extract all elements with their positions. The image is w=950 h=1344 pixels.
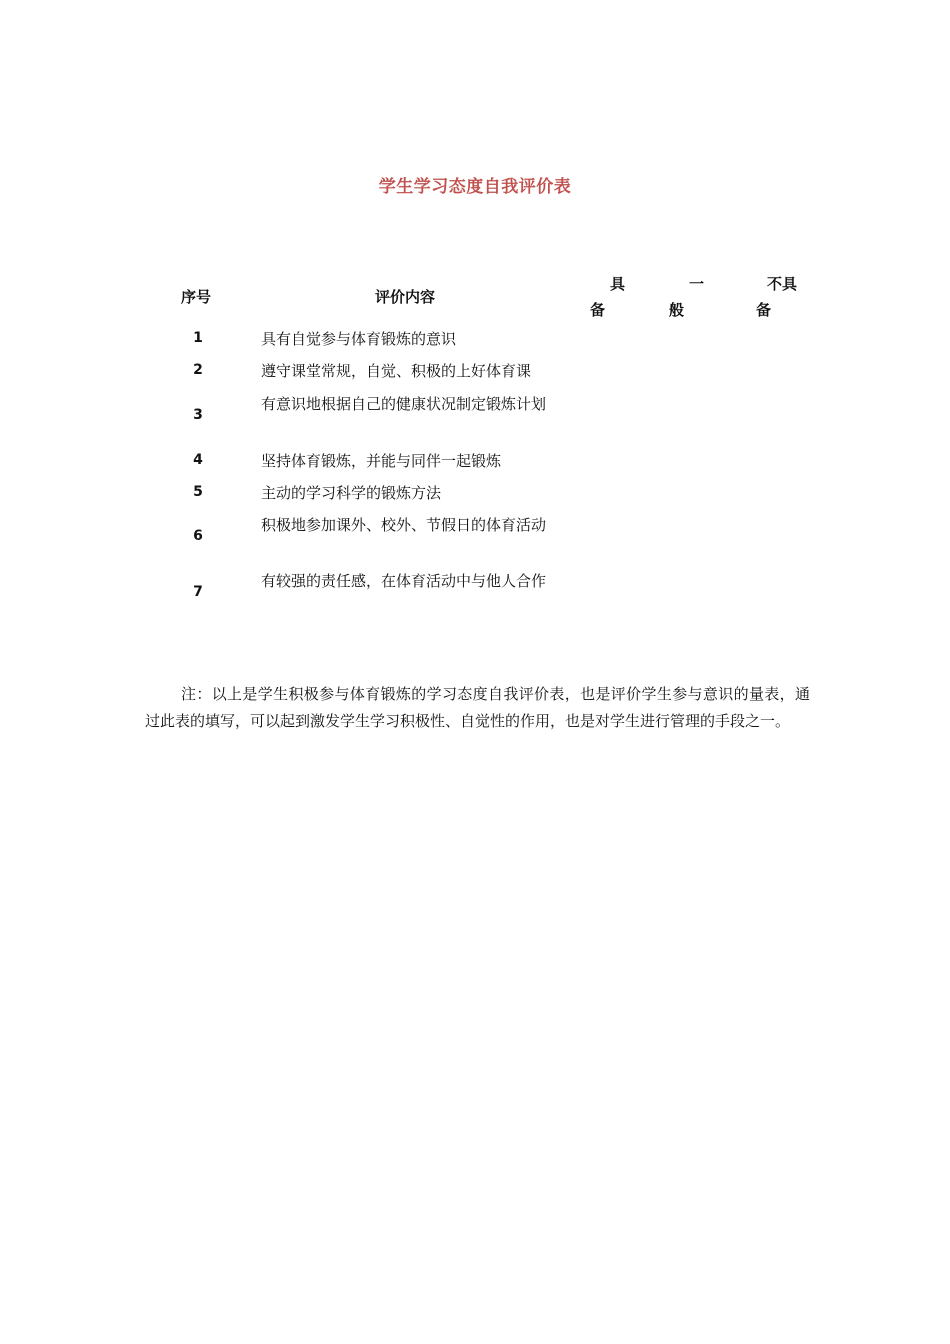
row-content: 具有自觉参与体育锻炼的意识 [261,330,457,348]
row-number: 3 [193,407,203,423]
footnote: 注：以上是学生积极参与体育锻炼的学习态度自我评价表，也是评价学生参与意识的量表，通过此表的填写，可以起到激发学生学习积极性、自觉性的作用，也是对学生进行管理的手段之一。 [145,685,810,730]
header-general-bottom: 般 [669,301,685,319]
row-content: 坚持体育锻炼，并能与同伴一起锻炼 [261,452,502,470]
header-content: 评价内容 [375,288,436,306]
row-number: 6 [193,528,203,544]
row-number: 5 [193,484,203,500]
row-content: 有意识地根据自己的健康状况制定锻炼计划 [261,395,547,413]
header-general-top: 一 [689,275,705,293]
row-content: 主动的学习科学的锻炼方法 [261,484,442,502]
header-not-bottom: 备 [756,301,772,319]
row-content: 积极地参加课外、校外、节假日的体育活动 [261,516,547,534]
row-number: 1 [193,330,203,346]
row-number: 4 [193,452,203,468]
row-number: 7 [193,584,203,600]
header-has-bottom: 备 [590,301,606,319]
document-title: 学生学习态度自我评价表 [378,177,572,197]
header-not-top: 不具 [767,275,798,293]
header-index: 序号 [181,288,212,306]
row-content: 遵守课堂常规，自觉、积极的上好体育课 [261,362,532,380]
header-has-top: 具 [610,275,626,293]
row-content: 有较强的责任感，在体育活动中与他人合作 [261,572,547,590]
row-number: 2 [193,362,203,378]
